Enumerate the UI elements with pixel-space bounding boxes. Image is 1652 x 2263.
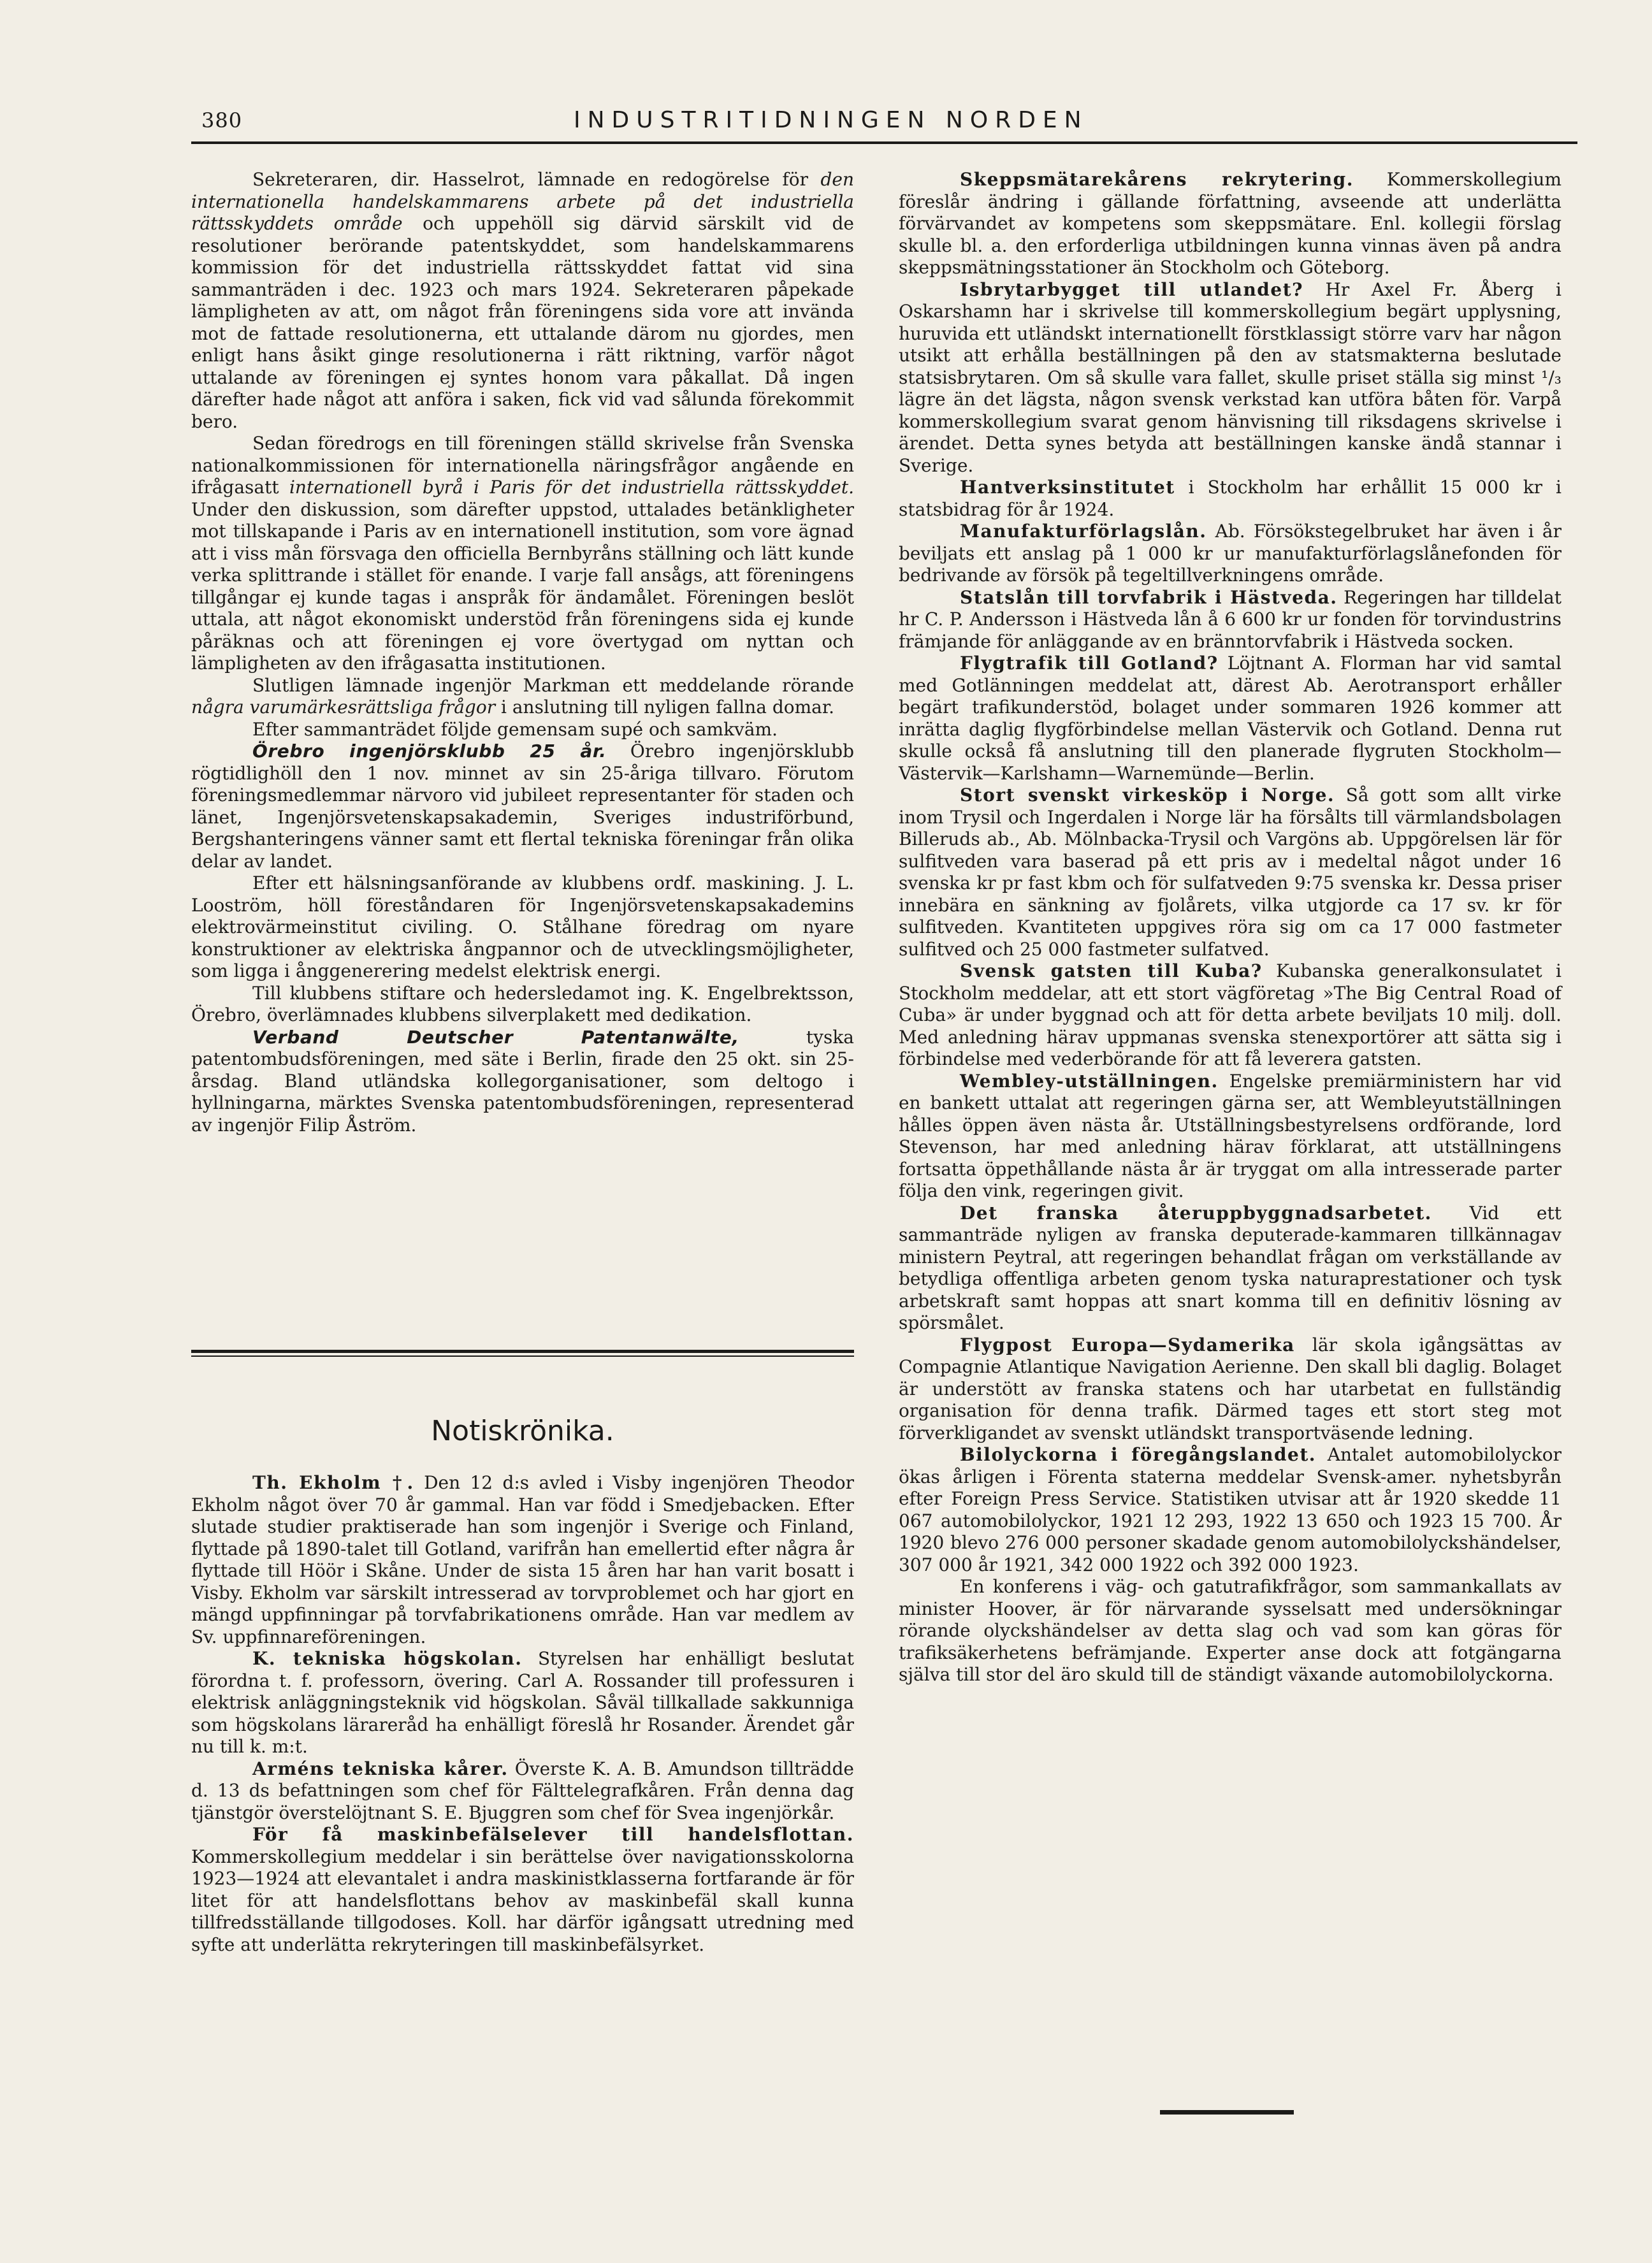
notis-body: Kommerskollegium meddelar i sin berättelse över navigationsskolorna 1923—1924 att elevantalet i andra maskinistklasserna fortfarande är för litet för att handelsflottans behov av maskinbefäl skall kunna tillfredsställande tillgodoses. Koll. har därför igångsatt utredning med syfte att underlätta rekryteringen till maskinbefälsyrket.: [191, 1846, 854, 1955]
notis-heading: Wembley-utställningen.: [960, 1070, 1219, 1092]
text-run: i anslutning till nyligen fallna domar.: [495, 697, 835, 718]
notis: [899, 169, 1561, 279]
header-rule: [191, 141, 1577, 144]
text-run: Slutligen lämnade ingenjör Markman ett meddelande rörande: [252, 674, 854, 696]
notis-heading: Manufakturförlagslån.: [960, 521, 1207, 542]
article-heading: Verband Deutscher Patentanwälte,: [252, 1026, 739, 1048]
paragraph-supe: Efter sammanträdet följde gemensam supé och samkväm.: [252, 718, 778, 740]
notis-body: Hr Axel Fr. Åberg i Oskarshamn har i skrivelse till kommerskollegium begärt upplysning, huruvida ett utländskt internationellt förstklassigt större varv har någon utsikt att erhålla beställningen på den av statsmakterna beslutade statsisbrytaren. Om så skulle vara fallet, skulle priset ställa sig minst ¹/₃ lägre än det lägsta, någon svensk verkstad kan utföra båten för. Varpå kommerskollegium svarat genom hänvisning till riksdagens skrivelse i ärendet. Detta synes betyda att beställningen kanske ändå stannar i Sverige.: [899, 278, 1561, 476]
paragraph-rattsskydd: [191, 169, 854, 433]
paragraph-verband: [191, 1027, 854, 1137]
notis-body: Överste K. A. B. Amundson tillträdde d. 13 ds befattningen som chef för Fälttelegrafkåren. Från denna dag tjänstgör överstelöjtnant S. E. Bjuggren som chef för Svea ingenjörkår.: [191, 1758, 854, 1823]
notis-heading: Stort svenskt virkesköp i Norge.: [960, 784, 1335, 806]
notis-heading: Statslån till torvfabrik i Hästveda.: [960, 586, 1338, 608]
notis-body: Den 12 d:s avled i Visby ingenjören Theodor Ekholm något över 70 år gammal. Han var född i Smedjebacken. Efter slutade studier praktiserade han som ingenjör i Sverige och Finland, flyttade på 1890-talet till Gotland, varifrån han emellertid efter några år flyttade till Höör i Skåne. Under de sista 15 åren har han varit bosatt i Visby. Ekholm var särskilt intresserad av torvproblemet och har gjort en mängd uppfinningar på torvfabrikationens område. Han var medlem av Sv. uppfinnareföreningen.: [191, 1472, 854, 1647]
notis-body: Löjtnant A. Florman har vid samtal med Gotlänningen meddelat att, därest Ab. Aerotransport erhåller begärt trafikunderstöd, bolaget under sommaren 1926 kommer att inrätta daglig flygförbindelse mellan Västervik och Gotland. Denna rut skulle också få anslutning till den planerade flygruten Stockholm—Västervik—Karlshamn—Warnemünde—Berlin.: [899, 653, 1561, 784]
article-heading: Örebro ingenjörsklubb 25 år.: [252, 741, 607, 762]
notis: [191, 1648, 854, 1758]
paragraph-byra-paris: [191, 433, 854, 675]
notis-body: Så gott som allt virke inom Trysil och Ingerdalen i Norge lär ha försålts till värmlandsbolagen Billeruds ab., Ab. Mölnbacka-Trysil och Vargöns ab. Uppgörelsen lär för sulfitveden vara baserad på ett pris av i medeltal något under 16 svenska kr pr fast kbm och för sulfatveden 9:75 svenska kr. Dessa priser innebära en sänkning av fjolårets, vilka utgjorde ca 17 sv. kr för sulfitveden. Kvantiteten uppgives röra sig om ca 17 000 fastmeter sulfitved och 25 000 fastmeter sulfatved.: [899, 784, 1561, 960]
notis-heading: Arméns tekniska kårer.: [252, 1758, 509, 1779]
notis-body: Regeringen har tilldelat hr C. P. Andersson i Hästveda lån å 6 600 kr ur fonden för torvindustrins främjande för anläggande av en bränntorvfabrik i Hästveda socken.: [899, 586, 1562, 652]
running-title: INDUSTRITIDNINGEN NORDEN: [574, 107, 1089, 133]
paragraph-halsning: Efter ett hälsningsanförande av klubbens ordf. maskining. J. L. Looström, höll föreståndaren för Ingenjörsvetenskapsakademins elektrovärmeinstitut civiling. O. Stålhane föredrag om nyare konstruktioner av elektriska ångpannor och de utvecklingsmöjligheter, som ligga i ånggenerering medelst elektrisk energi.: [191, 872, 854, 981]
notis: [899, 784, 1561, 960]
notis-heading: Th. Ekholm †.: [252, 1472, 414, 1493]
paragraph-stiftare: Till klubbens stiftare och hedersledamot ing. K. Engelbrektsson, Örebro, överlämnades klubbens silverplakett med dedikation.: [191, 982, 854, 1025]
text-run: Sedan föredrogs en till föreningen ställd skrivelse från Svenska nationalkommissionen för internationella näringsfrågor angående en ifrågasatt: [191, 433, 854, 498]
page-number: 380: [201, 108, 243, 133]
notis: [899, 1576, 1561, 1686]
notis-heading: Svensk gatsten till Kuba?: [960, 960, 1263, 981]
notis: [899, 1334, 1561, 1445]
article-body: tyska patentombudsföreningen, med säte i Berlin, firade den 25 okt. sin 25-årsdag. Bland utländska kollegorganisationer, som deltogo i hyllningarna, märktes Svenska patentombudsföreningen, representerad av ingenjör Filip Åström.: [191, 1026, 854, 1136]
notis: [191, 1472, 854, 1648]
page-header: [191, 96, 1577, 147]
notis-heading: Hantverksinstitutet: [960, 477, 1175, 498]
notis: [899, 521, 1561, 587]
notiser-left-column: [191, 1472, 854, 1956]
notis: [899, 587, 1561, 653]
section-divider: [191, 1350, 854, 1357]
notis-body: i Stockholm har erhållit 15 000 kr i statsbidrag för år 1924.: [899, 477, 1561, 520]
notis-heading: K. tekniska högskolan.: [252, 1648, 523, 1669]
italic-text: internationell byrå i Paris för det industriella rättsskyddet.: [289, 477, 855, 498]
notis-body: En konferens i väg- och gatutrafikfrågor, som sammankallats av minister Hoover, är för närvarande sysselsatt med undersökningar rörande olyckshändelser av detta slag och vad som kan göras för trafiksäkerhetens befrämjande. Experter anse dock att fotgängarna själva till stor del äro skuld till de ständigt växande automobilolyckorna.: [899, 1576, 1561, 1685]
notis: [191, 1758, 854, 1825]
notis-body: Kubanska generalkonsulatet i Stockholm meddelar, att ett stort vägföretag »The Big Central Road of Cuba» är under byggnad och att för detta arbete beviljats 10 milj. doll. Med anledning härav uppmanas svenska stenexportörer att sätta sig i förbindelse med vederbörande för att få leverera gatsten.: [899, 960, 1561, 1069]
notis-body: lär skola igångsättas av Compagnie Atlantique Navigation Aerienne. Den skall bli daglig. Bolaget är understött av franska statens och har utarbetat en fullständig organisation för denna trafik. Därmed tages ett stort steg mot förverkligandet av svenskt utländskt transportväsende ledning.: [899, 1334, 1561, 1443]
notis-heading: Det franska återuppbyggnadsarbetet.: [960, 1202, 1432, 1224]
notis: [899, 279, 1561, 477]
notis-heading: Skeppsmätarekårens rekrytering.: [960, 169, 1354, 190]
notis: [899, 960, 1561, 1071]
section-title: Notiskrönika.: [431, 1415, 614, 1447]
notis-body: Ab. Försökstegelbruket har även i år beviljats ett anslag på 1 000 kr ur manufakturförlagslånefonden för bedrivande av försök på tegeltillverkningens område.: [899, 521, 1561, 586]
notis: [191, 1824, 854, 1956]
notis-heading: För få maskinbefälselever till handelsflottan.: [252, 1824, 854, 1845]
notis: [899, 1444, 1561, 1576]
notis-body: Antalet automobilolyckor ökas årligen i Förenta staterna meddelar Svensk-amer. nyhetsbyrån efter Foreign Press Service. Statistiken utvisar att år 1920 skedde 11 067 automobilolyckor, 1921 12 293, 1922 13 650 och 1923 15 700. År 1920 blevo 276 000 personer skadade genom automobilolyckshändelser, 307 000 år 1921, 342 000 1922 och 392 000 1923.: [899, 1444, 1561, 1575]
notis: [899, 653, 1561, 784]
paragraph-orebro: [191, 741, 854, 872]
notis-body: Styrelsen har enhälligt beslutat förordna t. f. professorn, övering. Carl A. Rossander till professuren i elektrisk anläggningsteknik vid högskolan. Såväl tillkallade sakkunniga som högskolans lärareråd ha enhälligt föreslå hr Rosander. Ärendet går nu till k. m:t.: [191, 1648, 854, 1757]
text-run: och uppehöll sig därvid särskilt vid de resolutioner berörande patentskyddet, som handelskammarens kommission för det industriella rättsskyddet fattat vid sina sammanträden i dec. 1923 och mars 1924. Sekreteraren påpekade lämpligheten av att, om något från föreningens sida vore att invända mot de fattade resolutionerna, ett uttalande därom nu gjordes, men enligt hans åsikt ginge resolutionerna i rätt riktning, varför något uttalande av föreningen ej syntes honom vara påkallat. Då ingen därefter hade något att anföra i saken, fick vid vad sålunda förekommit bero.: [191, 213, 854, 432]
end-rule: [1160, 2110, 1294, 2115]
italic-text: den internationella handelskammarens arbete på det industriella rättsskyddets område: [191, 169, 854, 234]
article-body: Örebro ingenjörsklubb rögtidlighöll den 1 nov. minnet av sin 25-åriga tillvaro. Förutom föreningsmedlemmar närvoro vid jubileet representanter för staden och länet, Ingenjörsvetenskapsakademin, Sveriges industriförbund, Bergshanteringens vänner samt ett flertal tekniska föreningar från olika delar av landet.: [191, 741, 854, 872]
notis-body: Engelske premiärministern har vid en bankett uttalat att regeringen gärna ser, att Wembleyutställningen hålles öppen även nästa år. Utställningsbestyrelsens ordförande, lord Stevenson, har med anledning härav förklarat, att utställningens fortsatta öppethållande nästa år är tryggat om alla intresserade parter följa den vink, regeringen givit.: [899, 1070, 1561, 1201]
text-run: Sekreteraren, dir. Hasselrot, lämnade en redogörelse för: [252, 169, 821, 190]
notis-body: Kommerskollegium föreslår ändring i gällande författning, avseende att underlätta förvärvandet av kompetens som skeppsmätare. Enl. kollegii förslag skulle bl. a. den erforderliga utbildningen kunna vinnas även på andra skeppsmätningsstationer än Stockholm och Göteborg.: [899, 169, 1561, 278]
notis-heading: Flygtrafik till Gotland?: [960, 653, 1219, 674]
notis-heading: Bilolyckorna i föregångslandet.: [960, 1444, 1317, 1465]
left-column: [191, 169, 854, 1136]
notis: [899, 1071, 1561, 1203]
notis-body: Vid ett sammanträde nyligen av franska deputerade-kammaren tillkännagav ministern Peytral, att regeringen behandlat frågan om verkställande av betydliga offentliga arbeten genom tyska naturaprestationer och tysk arbetskraft samt hoppas att snart komma till en definitiv lösning av spörsmålet.: [899, 1202, 1561, 1333]
notis: [899, 1203, 1561, 1334]
notis-heading: Flygpost Europa—Sydamerika: [960, 1334, 1295, 1356]
notiser-right-column: [899, 169, 1561, 1686]
notis: [899, 477, 1561, 521]
italic-text: några varumärkesrättsliga frågor: [191, 697, 496, 718]
text-run: Under den diskussion, som därefter uppstod, uttalades betänkligheter mot tillskapande i Paris av en internationell institution, som vore ägnad att i viss mån försvaga den officiella Bernbyråns ställning och lätt kunde verka splittrande i stället för enande. I varje fall ansågs, att föreningens tillgångar ej kunde tagas i anspråk för ändamålet. Föreningen beslöt uttala, att något ekonomiskt understöd från föreningens sida ej kunde påräknas och att föreningen ej vore övertygad om nyttan och lämpligheten av den ifrågasatta institutionen.: [191, 498, 854, 674]
paragraph-markman: [191, 675, 854, 719]
notis-heading: Isbrytarbygget till utlandet?: [960, 278, 1304, 300]
